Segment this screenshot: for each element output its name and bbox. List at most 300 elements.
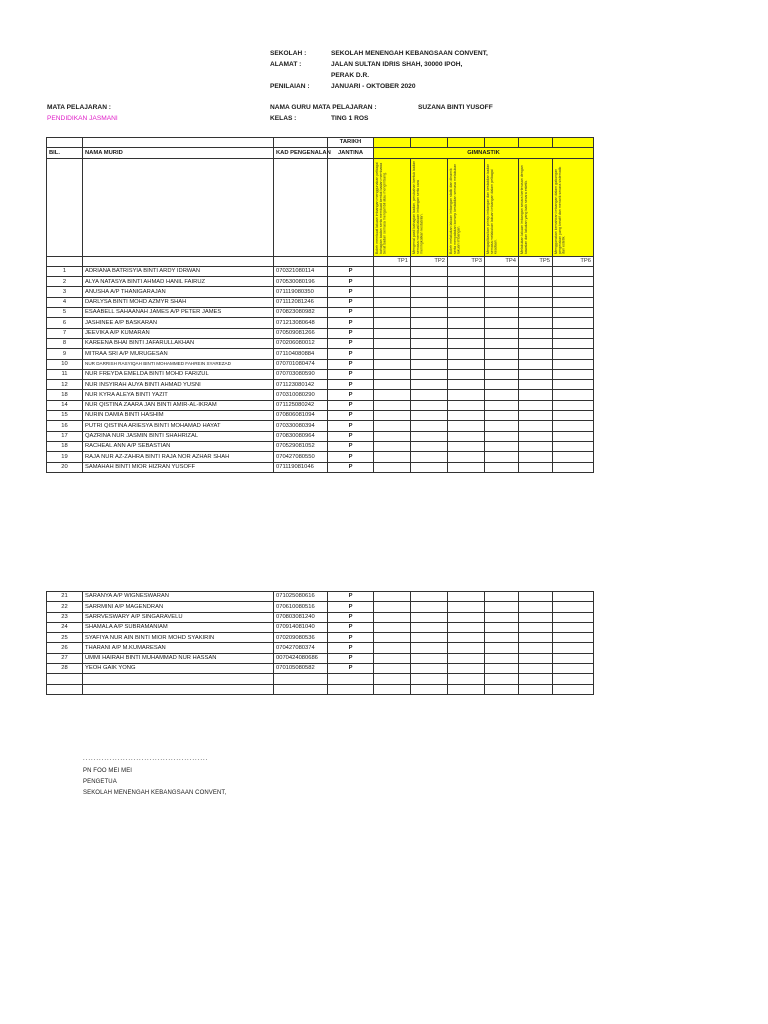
row-kp: 071119081046 — [274, 462, 328, 472]
score-cell — [374, 369, 411, 379]
score-cell — [374, 664, 411, 674]
descriptor-tp1: Boleh membuat lakuan imbangan menggunakan pelbagai bahagian badan serta membuat bentuk badan membawa berat badan semasa mengambil atau mengimbang. — [375, 162, 387, 255]
student-table-b — [46, 591, 594, 695]
score-cell — [519, 349, 553, 359]
score-cell — [519, 287, 553, 297]
score-cell — [411, 602, 448, 612]
score-cell — [485, 633, 519, 643]
rows-a — [47, 266, 594, 472]
row-nama: ESAABELL SAHAANAH JAMES A/P PETER JAMES — [83, 308, 274, 318]
score-cell — [485, 308, 519, 318]
row-kp: 070530080196 — [274, 277, 328, 287]
row-kp: 071025080616 — [274, 592, 328, 602]
score-cell — [374, 359, 411, 369]
row-jantina: P — [328, 318, 374, 328]
score-cell — [448, 664, 485, 674]
score-cell — [411, 318, 448, 328]
row-jantina: P — [328, 664, 374, 674]
guru-value: SUZANA BINTI YUSOFF — [418, 104, 493, 111]
row-kp: 071213080648 — [274, 318, 328, 328]
row-kp: 070105080582 — [274, 664, 328, 674]
score-cell — [485, 622, 519, 632]
score-cell — [411, 462, 448, 472]
score-cell — [411, 411, 448, 421]
score-cell — [374, 592, 411, 602]
table-row — [47, 653, 594, 663]
sekolah-value: SEKOLAH MENENGAH KEBANGSAAN CONVENT, — [331, 50, 488, 57]
score-cell — [485, 287, 519, 297]
row-bil: 24 — [47, 622, 83, 632]
score-cell — [519, 369, 553, 379]
row-nama: RAJA NUR AZ-ZAHRA BINTI RAJA NOR AZHAR SHAH — [83, 452, 274, 462]
score-cell — [411, 369, 448, 379]
row-kp: 070310080290 — [274, 390, 328, 400]
empty-cell — [83, 674, 274, 684]
score-cell — [374, 431, 411, 441]
empty-cell — [485, 684, 519, 694]
empty-cell — [47, 684, 83, 694]
score-cell — [448, 390, 485, 400]
score-cell — [519, 308, 553, 318]
row-kp: 070427080550 — [274, 452, 328, 462]
score-cell — [411, 441, 448, 451]
score-cell — [448, 643, 485, 653]
score-cell — [448, 421, 485, 431]
alamat-line1: JALAN SULTAN IDRIS SHAH, 30000 IPOH, — [331, 61, 463, 68]
row-jantina: P — [328, 612, 374, 622]
row-jantina: P — [328, 441, 374, 451]
row-jantina: P — [328, 338, 374, 348]
table-row — [47, 441, 594, 451]
score-cell — [485, 431, 519, 441]
row-bil: 14 — [47, 400, 83, 410]
score-cell — [553, 592, 594, 602]
score-cell — [411, 277, 448, 287]
score-cell — [448, 287, 485, 297]
table-row — [47, 411, 594, 421]
table-row — [47, 277, 594, 287]
row-nama: QAZRINA NUR JASMIN BINTI SHAHRIZAL — [83, 431, 274, 441]
score-cell — [448, 441, 485, 451]
score-cell — [553, 612, 594, 622]
row-jantina: P — [328, 622, 374, 632]
score-cell — [374, 441, 411, 451]
score-cell — [553, 411, 594, 421]
row-jantina: P — [328, 328, 374, 338]
tp-code-5: TP5 — [519, 256, 553, 266]
row-nama: RACHEAL ANN A/P SEBASTIAN — [83, 441, 274, 451]
row-nama: SARANYA A/P WIGNESWARAN — [83, 592, 274, 602]
row-kp: 070806081094 — [274, 411, 328, 421]
row-jantina: P — [328, 592, 374, 602]
score-cell — [448, 431, 485, 441]
empty-cell — [448, 674, 485, 684]
row-bil: 3 — [47, 287, 83, 297]
score-cell — [448, 592, 485, 602]
row-jantina: P — [328, 633, 374, 643]
score-cell — [553, 266, 594, 276]
gimnastik-header: GIMNASTIK — [374, 148, 594, 158]
score-cell — [374, 277, 411, 287]
row-kp: 070703080590 — [274, 369, 328, 379]
score-cell — [485, 297, 519, 307]
score-cell — [448, 622, 485, 632]
rows-b — [47, 592, 594, 695]
row-bil: 18 — [47, 390, 83, 400]
row-nama: ADRIANA BATRISYIA BINTI ARDY IDRWAN — [83, 266, 274, 276]
table-row — [47, 328, 594, 338]
row-bil: 23 — [47, 612, 83, 622]
row-kp: 070206080012 — [274, 338, 328, 348]
score-cell — [411, 308, 448, 318]
score-cell — [553, 318, 594, 328]
empty-cell — [553, 674, 594, 684]
score-cell — [519, 338, 553, 348]
score-cell — [448, 411, 485, 421]
table-row — [47, 431, 594, 441]
score-cell — [374, 633, 411, 643]
score-cell — [374, 421, 411, 431]
row-bil: 6 — [47, 318, 83, 328]
score-cell — [411, 612, 448, 622]
score-cell — [411, 380, 448, 390]
score-cell — [448, 612, 485, 622]
score-cell — [411, 633, 448, 643]
table-row — [47, 359, 594, 369]
score-cell — [448, 277, 485, 287]
student-table-a — [46, 137, 594, 473]
signatory-school: SEKOLAH MENENGAH KEBANGSAAN CONVENT, — [83, 790, 227, 796]
row-bil: 17 — [47, 431, 83, 441]
score-cell — [374, 452, 411, 462]
row-bil: 18 — [47, 441, 83, 451]
sekolah-label: SEKOLAH : — [270, 50, 307, 57]
row-nama: JEEVIKA A/P KUMARAN — [83, 328, 274, 338]
score-cell — [519, 431, 553, 441]
score-cell — [519, 452, 553, 462]
row-bil: 20 — [47, 462, 83, 472]
row-kp: 071123080142 — [274, 380, 328, 390]
score-cell — [374, 266, 411, 276]
row-kp: 070830080964 — [274, 431, 328, 441]
score-cell — [485, 462, 519, 472]
score-cell — [485, 277, 519, 287]
table-row — [47, 266, 594, 276]
table-row — [47, 452, 594, 462]
score-cell — [553, 287, 594, 297]
score-cell — [485, 452, 519, 462]
table-row — [47, 612, 594, 622]
score-cell — [374, 643, 411, 653]
score-cell — [411, 664, 448, 674]
score-cell — [553, 369, 594, 379]
row-nama: SHAMALA A/P SUBRAMANIAM — [83, 622, 274, 632]
row-nama: SARRMINI A/P MAGENDRAN — [83, 602, 274, 612]
score-cell — [519, 592, 553, 602]
signatory-name: PN FOO MEI MEI — [83, 768, 133, 774]
score-cell — [448, 602, 485, 612]
table-row — [47, 369, 594, 379]
row-bil: 7 — [47, 328, 83, 338]
descriptor-tp6: Menggunakan kemahiran imbangan dalam gabungan pergerakan yang kreatif dan menarik secara sistematik dan estetik. — [554, 166, 566, 255]
score-cell — [485, 349, 519, 359]
score-cell — [374, 612, 411, 622]
score-cell — [411, 297, 448, 307]
row-kp: 071112081246 — [274, 297, 328, 307]
score-cell — [553, 602, 594, 612]
score-cell — [553, 400, 594, 410]
score-cell — [485, 653, 519, 663]
row-jantina: P — [328, 452, 374, 462]
score-cell — [519, 400, 553, 410]
score-cell — [448, 349, 485, 359]
row-kp: 070701080474 — [274, 359, 328, 369]
tp-code-1: TP1 — [374, 256, 411, 266]
descriptor-tp2: Mengenal pasti bahagian badan, perubahan bentuk badan semasa membuat lakuan imbangan serta cara meningkatkan kestabilan. — [412, 160, 424, 255]
row-bil: 19 — [47, 452, 83, 462]
score-cell — [519, 380, 553, 390]
row-kp: 071104080884 — [274, 349, 328, 359]
empty-cell — [553, 684, 594, 694]
empty-cell — [374, 674, 411, 684]
table-row — [47, 380, 594, 390]
score-cell — [485, 338, 519, 348]
score-cell — [374, 622, 411, 632]
row-kp: 070509081266 — [274, 328, 328, 338]
row-kp: 070427080374 — [274, 643, 328, 653]
row-nama: SAMAHAH BINTI MIOR HIZRAN YUSOFF — [83, 462, 274, 472]
empty-cell — [411, 674, 448, 684]
score-cell — [519, 602, 553, 612]
score-cell — [374, 462, 411, 472]
score-cell — [485, 318, 519, 328]
mata-pelajaran-value: PENDIDIKAN JASMANI — [47, 115, 118, 122]
row-bil: 1 — [47, 266, 83, 276]
table-row — [47, 664, 594, 674]
row-jantina: P — [328, 653, 374, 663]
row-bil: 4 — [47, 297, 83, 307]
row-jantina: P — [328, 308, 374, 318]
bil-header: BIL. — [47, 148, 83, 158]
score-cell — [374, 338, 411, 348]
score-cell — [553, 308, 594, 318]
row-bil: 21 — [47, 592, 83, 602]
score-cell — [374, 411, 411, 421]
table-row — [47, 602, 594, 612]
table-row — [47, 633, 594, 643]
row-bil: 28 — [47, 664, 83, 674]
score-cell — [411, 431, 448, 441]
score-cell — [553, 431, 594, 441]
score-cell — [485, 664, 519, 674]
score-cell — [553, 664, 594, 674]
score-cell — [374, 349, 411, 359]
row-nama: PUTRI QISTINA ARIESYA BINTI MOHAMAD HAYAT — [83, 421, 274, 431]
empty-cell — [411, 684, 448, 694]
score-cell — [411, 653, 448, 663]
score-cell — [519, 664, 553, 674]
row-nama: NUR INSYIRAH AUYA BINTI AHMAD YUSNI — [83, 380, 274, 390]
row-nama: UMMI HAIRAH BINTI MUHAMMAD NUR HASSAN — [83, 653, 274, 663]
tp-code-6: TP6 — [553, 256, 594, 266]
score-cell — [374, 328, 411, 338]
table-row — [47, 400, 594, 410]
score-cell — [519, 622, 553, 632]
row-jantina: P — [328, 369, 374, 379]
score-cell — [485, 592, 519, 602]
score-cell — [448, 338, 485, 348]
table-row — [47, 421, 594, 431]
jantina-header: JANTINA — [328, 148, 374, 158]
penilaian-value: JANUARI - OKTOBER 2020 — [331, 83, 416, 90]
tp-code-3: TP3 — [448, 256, 485, 266]
score-cell — [553, 359, 594, 369]
score-cell — [553, 622, 594, 632]
empty-cell — [47, 674, 83, 684]
row-bil: 11 — [47, 369, 83, 379]
score-cell — [485, 612, 519, 622]
row-nama: SARRVESWARY A/P SINGARAVELU — [83, 612, 274, 622]
score-cell — [485, 328, 519, 338]
empty-row — [47, 674, 594, 684]
mata-pelajaran-label: MATA PELAJARAN : — [47, 104, 111, 111]
score-cell — [448, 380, 485, 390]
score-cell — [485, 266, 519, 276]
score-cell — [448, 308, 485, 318]
score-cell — [519, 653, 553, 663]
score-cell — [485, 643, 519, 653]
score-cell — [553, 390, 594, 400]
score-cell — [519, 266, 553, 276]
empty-cell — [274, 674, 328, 684]
score-cell — [519, 633, 553, 643]
score-cell — [553, 338, 594, 348]
score-cell — [411, 287, 448, 297]
row-bil: 8 — [47, 338, 83, 348]
score-cell — [553, 441, 594, 451]
score-cell — [553, 380, 594, 390]
row-nama: KAREENA BHAI BINTI JAFARULLAKHAN — [83, 338, 274, 348]
empty-cell — [448, 684, 485, 694]
score-cell — [519, 643, 553, 653]
score-cell — [374, 297, 411, 307]
score-cell — [374, 318, 411, 328]
row-kp: 070610080516 — [274, 602, 328, 612]
row-jantina: P — [328, 266, 374, 276]
row-kp: 070529081052 — [274, 441, 328, 451]
row-bil: 16 — [47, 421, 83, 431]
table-row — [47, 390, 594, 400]
score-cell — [553, 328, 594, 338]
guru-label: NAMA GURU MATA PELAJARAN : — [270, 104, 377, 111]
score-cell — [519, 411, 553, 421]
score-cell — [519, 318, 553, 328]
row-kp: 070330080394 — [274, 421, 328, 431]
score-cell — [553, 462, 594, 472]
score-cell — [411, 592, 448, 602]
row-jantina: P — [328, 297, 374, 307]
score-cell — [448, 462, 485, 472]
row-jantina: P — [328, 287, 374, 297]
row-jantina: P — [328, 411, 374, 421]
table-row — [47, 338, 594, 348]
empty-row — [47, 684, 594, 694]
descriptor-tp3: Boleh melakukan lakuan imbangan statik dan dinamik serta menyatakan konsep kestabilan semasa melakukan lakuan imbangan. — [449, 163, 461, 255]
row-bil: 9 — [47, 349, 83, 359]
score-cell — [411, 390, 448, 400]
score-cell — [448, 297, 485, 307]
tp-code-2: TP2 — [411, 256, 448, 266]
score-cell — [374, 287, 411, 297]
row-jantina: P — [328, 380, 374, 390]
score-cell — [485, 411, 519, 421]
row-jantina: P — [328, 277, 374, 287]
score-cell — [485, 400, 519, 410]
row-kp: 070803081240 — [274, 612, 328, 622]
score-cell — [448, 266, 485, 276]
score-cell — [553, 297, 594, 307]
score-cell — [519, 462, 553, 472]
score-cell — [411, 400, 448, 410]
row-nama: NURIN DAMIA BINTI HASHIM — [83, 411, 274, 421]
row-bil: 5 — [47, 308, 83, 318]
kelas-label: KELAS : — [270, 115, 297, 122]
row-nama: NUR KYRA ALEYA BINTI YAZIT — [83, 390, 274, 400]
score-cell — [485, 380, 519, 390]
score-cell — [553, 653, 594, 663]
score-cell — [519, 421, 553, 431]
row-nama: NUR QISTINA ZAARA JAN BINTI AMIR-AL-IKRAM — [83, 400, 274, 410]
alamat-label: ALAMAT : — [270, 61, 302, 68]
table-row — [47, 349, 594, 359]
row-jantina: P — [328, 400, 374, 410]
row-jantina: P — [328, 431, 374, 441]
score-cell — [411, 643, 448, 653]
row-jantina: P — [328, 421, 374, 431]
signature-line: ............................................... — [83, 756, 209, 762]
score-cell — [374, 653, 411, 663]
row-bil: 26 — [47, 643, 83, 653]
row-jantina: P — [328, 462, 374, 472]
row-kp: 070914081040 — [274, 622, 328, 632]
score-cell — [411, 622, 448, 632]
table-row — [47, 287, 594, 297]
row-bil: 10 — [47, 359, 83, 369]
row-nama: ALYA NATASYA BINTI AHMAD HANIL FAIRUZ — [83, 277, 274, 287]
score-cell — [374, 400, 411, 410]
row-nama: YEOH GAIK YONG — [83, 664, 274, 674]
tp-code-4: TP4 — [485, 256, 519, 266]
row-bil: 27 — [47, 653, 83, 663]
row-jantina: P — [328, 602, 374, 612]
score-cell — [448, 359, 485, 369]
row-kp: 070209080536 — [274, 633, 328, 643]
empty-cell — [485, 674, 519, 684]
score-cell — [411, 421, 448, 431]
empty-cell — [519, 674, 553, 684]
row-bil: 25 — [47, 633, 83, 643]
row-kp: 070823080982 — [274, 308, 328, 318]
score-cell — [519, 297, 553, 307]
signatory-title: PENGETUA — [83, 779, 117, 785]
tarikh-header: TARIKH — [328, 138, 374, 148]
score-cell — [448, 318, 485, 328]
empty-cell — [83, 684, 274, 694]
score-cell — [553, 643, 594, 653]
row-jantina: P — [328, 359, 374, 369]
score-cell — [448, 653, 485, 663]
score-cell — [374, 308, 411, 318]
